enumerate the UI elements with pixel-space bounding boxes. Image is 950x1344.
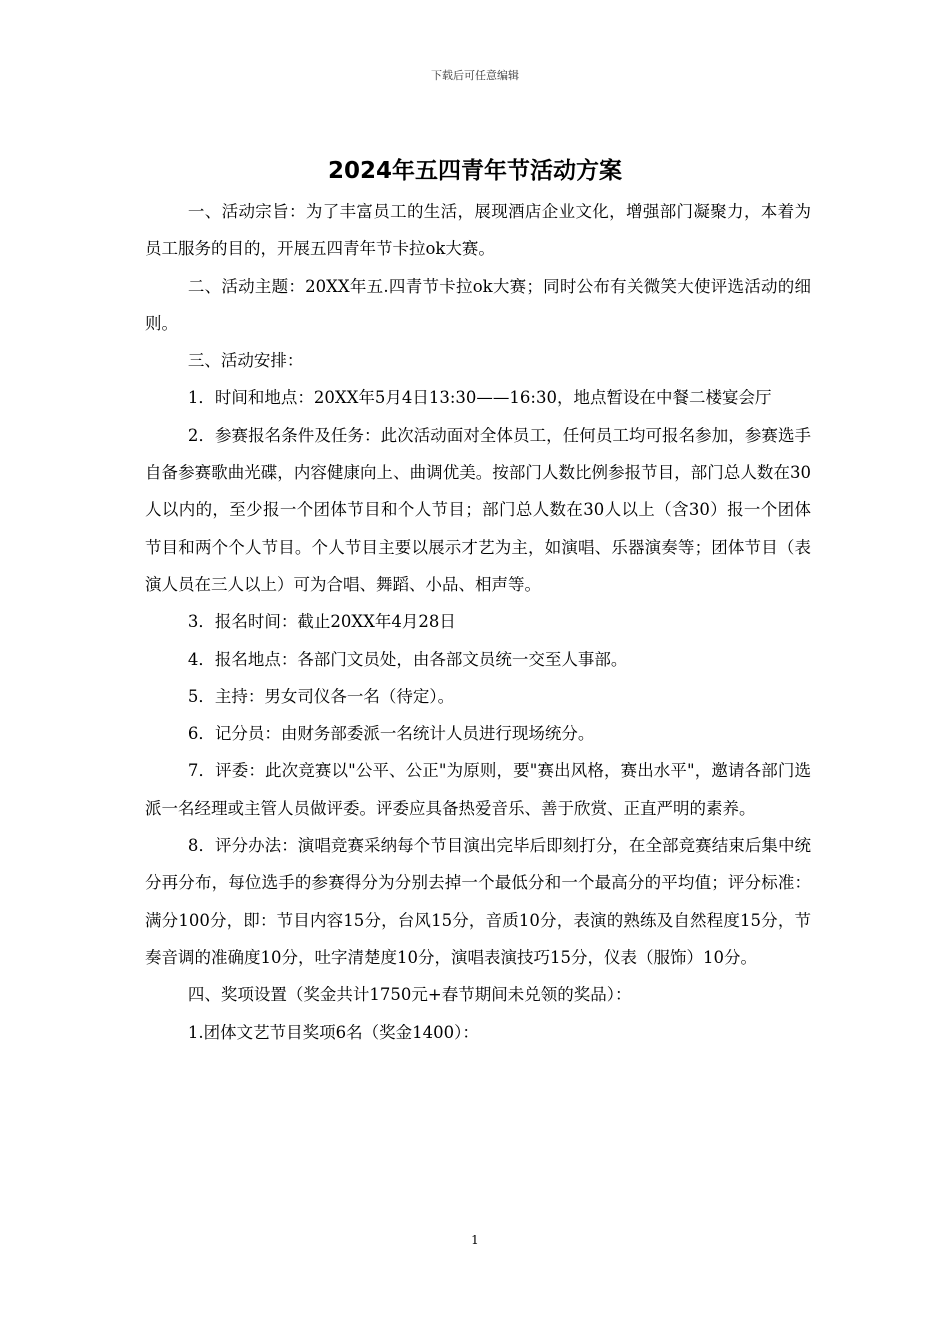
paragraph-time-location: 1．时间和地点：20XX年5月4日13:30——16:30，地点暂设在中餐二楼宴会厅 — [187, 388, 772, 408]
document-title: 2024年五四青年节活动方案 — [327, 158, 622, 184]
paragraph-group-award: 1.团体文艺节目奖项6名（奖金1400）： — [187, 1022, 479, 1042]
paragraph-purpose: 一、活动宗旨：为了丰富员工的生活，展现酒店企业文化，增强部门凝聚力，本着为员工服务的目的，开展五四青年节卡拉ok大赛。 — [145, 202, 811, 259]
paragraph-registration-conditions: 2．参赛报名条件及任务：此次活动面对全体员工，任何员工均可报名参加，参赛选手自备参赛歌曲光碟，内容健康向上、曲调优美。按部门人数比例参报节目，部门总人数在30人以内的，至少报一个团体节目和个人节目；部门总人数在30人以上（含30）报一个团体节目和两个个人节目。个人节目主要以展示才艺为主，如演唱、乐器演奏等；团体节目（表演人员在三人以上）可为合唱、舞蹈、小品、相声等。 — [145, 425, 811, 594]
paragraph-scorekeeper: 6．记分员：由财务部委派一名统计人员进行现场统分。 — [187, 724, 595, 744]
document-body — [145, 193, 811, 1051]
paragraph-host: 5．主持：男女司仪各一名（待定）。 — [187, 686, 455, 706]
page-number: 1 — [471, 1233, 479, 1247]
paragraph-arrangement-heading: 三、活动安排： — [187, 351, 304, 371]
page-header: 下载后可任意编辑 — [431, 69, 519, 82]
paragraph-registration-location: 4．报名地点：各部门文员处，由各部文员统一交至人事部。 — [187, 649, 628, 669]
paragraph-awards-heading: 四、奖项设置（奖金共计1750元+春节期间未兑领的奖品）： — [187, 985, 632, 1005]
paragraph-scoring-method: 8．评分办法：演唱竞赛采纳每个节目演出完毕后即刻打分，在全部竞赛结束后集中统分再分布，每位选手的参赛得分为分别去掉一个最低分和一个最高分的平均值；评分标准：满分100分，即：节目内容15分，台风15分，音质10分，表演的熟练及自然程度15分，节奏音调的准确度10分，吐字清楚度10分，演唱表演技巧15分，仪表（服饰）10分。 — [145, 836, 811, 967]
paragraph-theme: 二、活动主题：20XX年五.四青节卡拉ok大赛；同时公布有关微笑大使评选活动的细则。 — [145, 276, 811, 333]
paragraph-judges: 7．评委：此次竞赛以"公平、公正"为原则，要"赛出风格，赛出水平"，邀请各部门选派一名经理或主管人员做评委。评委应具备热爱音乐、善于欣赏、正直严明的素养。 — [145, 761, 811, 818]
paragraph-registration-time: 3．报名时间：截止20XX年4月28日 — [187, 612, 456, 632]
